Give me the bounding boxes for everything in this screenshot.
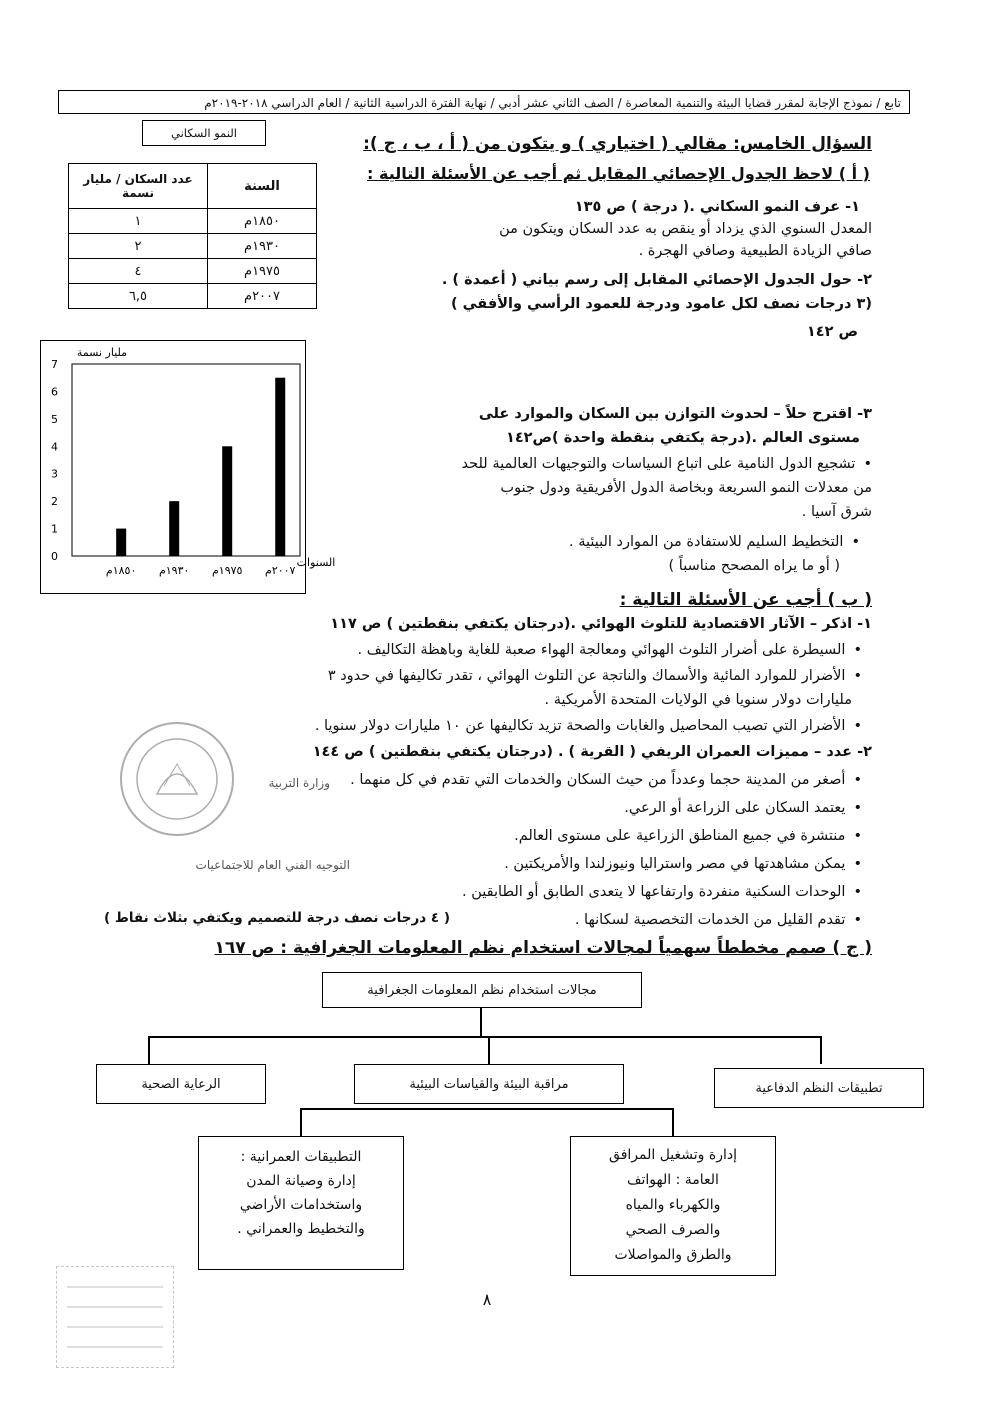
official-stamp — [56, 1266, 174, 1368]
diagram-root-box: مجالات استخدام نظم المعلومات الجغرافية — [322, 972, 642, 1008]
x-tick-label: ١٩٣٠م — [158, 564, 190, 577]
part-b-q1: ١- اذكر – الآثار الاقتصادية للتلوث الهوائي .(درجتان يكتفي بنقطتين ) ص ١١٧ — [330, 616, 872, 632]
x-tick-label: ١٩٧٥م — [211, 564, 243, 577]
diagram-urban-line: واستخدامات الأراضي — [239, 1197, 363, 1213]
part-a-q1-answer-line1: المعدل السنوي الذي يزداد أو ينقص به عدد السكان ويتكون من — [499, 221, 872, 237]
diagram-utilities-line: والكهرباء والمياه — [625, 1197, 721, 1213]
table-caption: النمو السكاني — [142, 120, 266, 146]
diagram-connector — [480, 1008, 482, 1036]
seal-text-guidance: التوجيه الفني العام للاجتماعيات — [195, 858, 350, 872]
part-a-q3-bullet1-line1: • تشجيع الدول النامية على اتباع السياسات والتوجيهات العالمية للحد — [320, 454, 872, 475]
ministry-seal — [120, 722, 234, 836]
table-cell-pop: ١ — [69, 209, 208, 234]
part-b-title: ( ب ) أجب عن الأسئلة التالية : — [619, 590, 872, 610]
page-header: تابع / نموذج الإجابة لمقرر قضايا البيئة والتنمية المعاصرة / الصف الثاني عشر أدبي / نهاية الفترة الدراسية الثانية / العام الدراسي ٢٠١٨-٢٠١٩م — [58, 90, 910, 114]
diagram-box-urban — [198, 1136, 404, 1270]
plot-area — [72, 364, 300, 556]
part-b-q1-bullet3: • الأضرار التي تصيب المحاصيل والغابات والصحة تزيد تكاليفها عن ١٠ مليارات دولار سنويا . — [200, 716, 862, 737]
question-title: السؤال الخامس: مقالي ( اختياري ) و يتكون من ( أ ، ب ، ج ): — [363, 134, 872, 154]
y-tick-label: 6 — [51, 385, 58, 399]
table-row — [69, 234, 317, 259]
diagram-urban-line: إدارة وصيانة المدن — [246, 1173, 356, 1189]
table-cell-year: ٢٠٠٧م — [208, 284, 317, 309]
part-a-q3-bullet1-line2: من معدلات النمو السريعة وبخاصة الدول الأفريقية ودول جنوب — [500, 480, 872, 496]
page-number: ٨ — [482, 1290, 492, 1309]
diagram-box-defense: تطبيقات النظم الدفاعية — [714, 1068, 924, 1108]
part-a-q2-page: ص ١٤٢ — [806, 324, 858, 340]
bar — [116, 529, 126, 556]
part-a-q3-note: ( أو ما يراه المصحح مناسباً ) — [668, 558, 840, 574]
seal-emblem-icon — [122, 724, 232, 834]
diagram-connector — [148, 1036, 150, 1064]
part-b-q2-bullet2: • يعتمد السكان على الزراعة أو الرعي. — [420, 798, 862, 819]
diagram-connector — [820, 1036, 822, 1064]
diagram-connector — [488, 1036, 490, 1064]
part-a-q1: ١- عرف النمو السكاني .( درجة ) ص ١٣٥ — [574, 199, 860, 215]
diagram-urban-line: والتخطيط والعمراني . — [237, 1221, 365, 1237]
table-header-year: السنة — [208, 164, 317, 209]
part-a-q2-marks: (٣ درجات نصف لكل عامود ودرجة للعمود الرأسي والأفقي ) — [450, 296, 872, 312]
part-a-q1-answer-line2: صافي الزيادة الطبيعية وصافي الهجرة . — [638, 243, 872, 259]
part-a-q2: ٢- حول الجدول الإحصائي المقابل إلى رسم بياني ( أعمدة ) . — [441, 272, 872, 288]
table-row — [69, 259, 317, 284]
y-tick-label: 7 — [51, 358, 58, 371]
table-cell-year: ١٩٧٥م — [208, 259, 317, 284]
part-b-q2-bullet3: • منتشرة في جميع المناطق الزراعية على مستوى العالم. — [340, 826, 862, 847]
part-b-q2-bullet1: • أصغر من المدينة حجما وعدداً من حيث السكان والخدمات التي تقدم في كل منهما . — [220, 770, 862, 791]
part-a-q3-line2: مستوى العالم .(درجة يكتفي بنقطة واحدة )ص١٤٢ — [505, 430, 860, 446]
diagram-utilities-line: والصرف الصحي — [625, 1222, 721, 1238]
table-row — [69, 209, 317, 234]
part-b-q1-bullet1: • السيطرة على أضرار التلوث الهوائي ومعالجة الهواء صعبة للغاية وباهظة التكاليف . — [240, 640, 862, 661]
part-a-q3-bullet2: • التخطيط السليم للاستفادة من الموارد البيئية . — [320, 532, 860, 553]
y-tick-label: 5 — [51, 412, 58, 426]
diagram-box-environment: مراقبة البيئة والقياسات البيئية — [354, 1064, 624, 1104]
x-axis-label: السنوات — [296, 556, 336, 569]
bar — [222, 446, 232, 556]
diagram-connector — [300, 1108, 302, 1136]
diagram-utilities-line: والطرق والمواصلات — [614, 1247, 732, 1263]
y-axis-label: مليار نسمة — [76, 346, 128, 359]
part-a-title: ( أ ) لاحظ الجدول الإحصائي المقابل ثم أجب عن الأسئلة التالية : — [367, 164, 870, 183]
table-header-population: عدد السكان / مليار نسمة — [69, 164, 208, 209]
part-b-q2: ٢- عدد – مميزات العمران الريفي ( القرية ) . (درجتان يكتفي بنقطتين ) ص ١٤٤ — [312, 744, 872, 760]
x-tick-label: ١٨٥٠م — [105, 564, 137, 577]
table-row — [69, 284, 317, 309]
bar — [169, 501, 179, 556]
diagram-box-utilities — [570, 1136, 776, 1276]
part-b-q2-bullet6: • تقدم القليل من الخدمات التخصصية لسكانها . — [480, 910, 862, 931]
diagram-connector — [300, 1108, 672, 1110]
diagram-utilities-line: إدارة وتشغيل المرافق — [609, 1147, 737, 1163]
y-tick-label: 4 — [51, 440, 58, 454]
table-cell-year: ١٨٥٠م — [208, 209, 317, 234]
part-a-q3-bullet1-line3: شرق آسيا . — [801, 504, 872, 520]
table-cell-pop: ٢ — [69, 234, 208, 259]
part-b-q2-bullet4: • يمكن مشاهدتها في مصر واستراليا ونيوزلندا والأمريكتين . — [340, 854, 862, 875]
y-tick-label: 2 — [51, 495, 58, 509]
table-cell-pop: ٤ — [69, 259, 208, 284]
diagram-connector — [148, 1036, 822, 1038]
diagram-connector — [672, 1108, 674, 1136]
table-cell-pop: ٦,٥ — [69, 284, 208, 309]
diagram-box-health: الرعاية الصحية — [96, 1064, 266, 1104]
stamp-lines-icon — [57, 1267, 173, 1367]
seal-text-ministry: وزارة التربية — [268, 776, 330, 790]
bar — [275, 378, 285, 556]
part-a-q3-line1: ٣- اقترح حلاً – لحدوث التوازن بين السكان والموارد على — [478, 406, 872, 422]
part-b-q1-bullet2-line2: مليارات دولار سنويا في الولايات المتحدة الأمريكية . — [544, 692, 852, 708]
part-b-q2-bullet5: • الوحدات السكنية منفردة وارتفاعها لا يتعدى الطابق أو الطابقين . — [340, 882, 862, 903]
y-tick-label: 1 — [51, 522, 58, 536]
diagram-urban-line: التطبيقات العمرانية : — [240, 1149, 362, 1165]
part-c-title: ( ج ) صمم مخططاً سهمياً لمجالات استخدام نظم المعلومات الجغرافية : ص ١٦٧ — [214, 938, 872, 958]
x-tick-label: ٢٠٠٧م — [265, 564, 296, 577]
y-tick-label: 3 — [51, 467, 58, 481]
y-tick-label: 0 — [51, 550, 58, 563]
population-bar-chart — [0, 330, 336, 600]
part-b-q1-bullet2-line1: • الأضرار للموارد المائية والأسماك والناتجة عن التلوث الهوائي ، تقدر تكاليفها في حدود ٣ — [200, 666, 862, 687]
table-cell-year: ١٩٣٠م — [208, 234, 317, 259]
population-table — [68, 163, 317, 309]
diagram-utilities-line: العامة : الهواتف — [627, 1172, 719, 1188]
part-b-q2-marks: ( ٤ درجات نصف درجة للتصميم ويكتفي بثلاث نقاط ) — [103, 910, 450, 926]
